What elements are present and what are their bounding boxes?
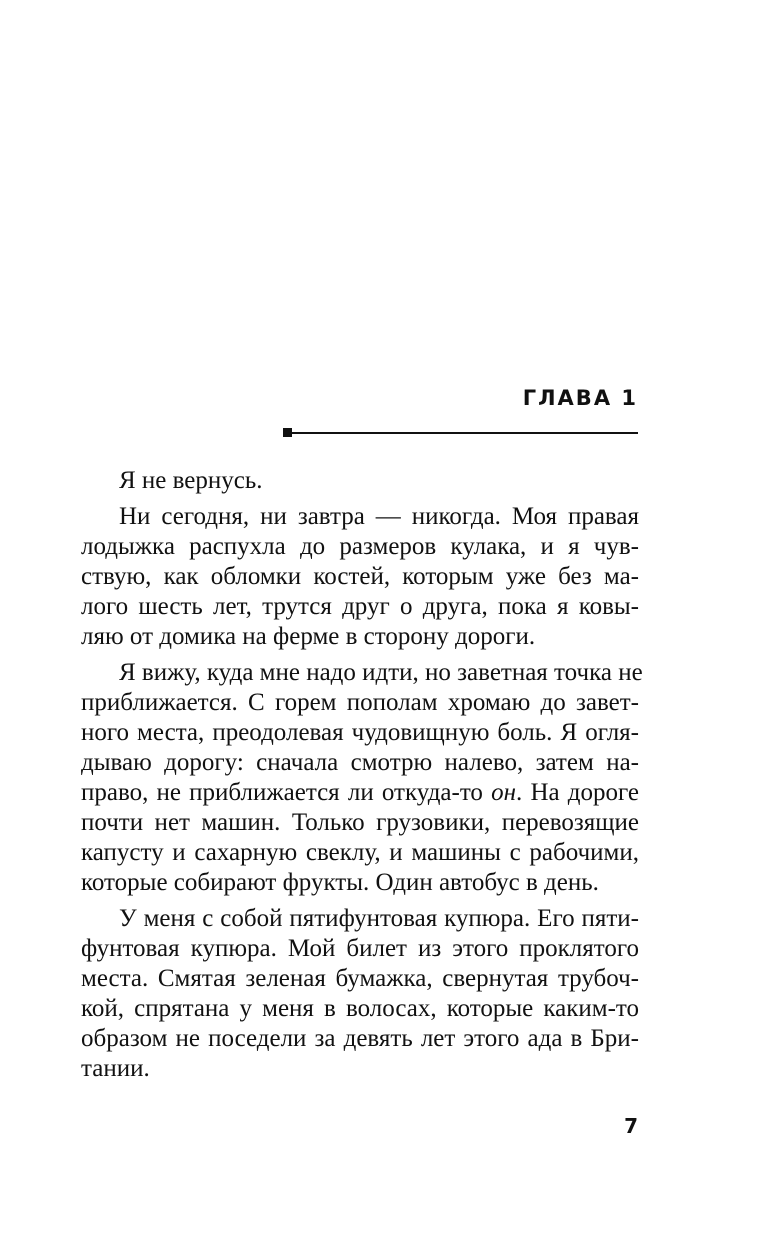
paragraph-line: У меня с собой пятифунтовая купюра. Его пяти-	[119, 905, 639, 932]
paragraph-1	[119, 466, 639, 496]
paragraph-line: лого шесть лет, трутся друг о друга, пока я ковы-	[81, 593, 639, 620]
paragraph-line: почти нет машин. Только грузовики, перевозящие	[81, 809, 639, 836]
paragraph-line: которые собирают фрукты. Один автобус в день.	[81, 869, 599, 896]
paragraph-line: ного места, преодолевая чудовищную боль. Я огля-	[81, 719, 639, 746]
line-text-after-italic: . На дороге	[516, 779, 639, 806]
paragraph-4	[81, 904, 639, 1084]
paragraph-line: места. Смятая зеленая бумажка, свернутая трубоч-	[81, 965, 639, 992]
paragraph-line: фунтовая купюра. Мой билет из этого проклятого	[81, 935, 639, 962]
italic-word: он	[491, 779, 517, 806]
page-number: 7	[624, 1114, 638, 1138]
paragraph-line: тании.	[81, 1055, 150, 1082]
chapter-rule	[287, 432, 638, 434]
paragraph-line: лодыжка распухла до размеров кулака, и я чув-	[81, 533, 639, 560]
paragraph-line: дываю дорогу: сначала смотрю налево, затем на-	[81, 749, 639, 776]
chapter-heading: ГЛАВА 1	[522, 386, 638, 410]
line-text: право, не приближается ли откуда-то	[81, 779, 483, 806]
paragraph-line: ляю от домика на ферме в сторону дороги.	[81, 623, 536, 650]
paragraph-line: кой, спрятана у меня в волосах, которые каким-то	[81, 995, 639, 1022]
paragraph-2	[81, 502, 639, 652]
paragraph-line: ствую, как обломки костей, которым уже без ма-	[81, 563, 639, 590]
paragraph-line-with-italic	[81, 778, 639, 808]
paragraph-line: капусту и сахарную свеклу, и машины с рабочими,	[81, 839, 639, 866]
paragraph-3	[81, 658, 643, 898]
paragraph-line: приближается. С горем пополам хромаю до завет-	[81, 689, 639, 716]
paragraph-line: Я вижу, куда мне надо идти, но заветная точка не	[119, 659, 643, 686]
paragraph-line: Ни сегодня, ни завтра — никогда. Моя правая	[119, 503, 639, 530]
chapter-body	[81, 466, 643, 1090]
paragraph-line: Я не вернусь.	[119, 467, 263, 494]
paragraph-line: образом не поседели за девять лет этого ада в Бри-	[81, 1025, 639, 1052]
